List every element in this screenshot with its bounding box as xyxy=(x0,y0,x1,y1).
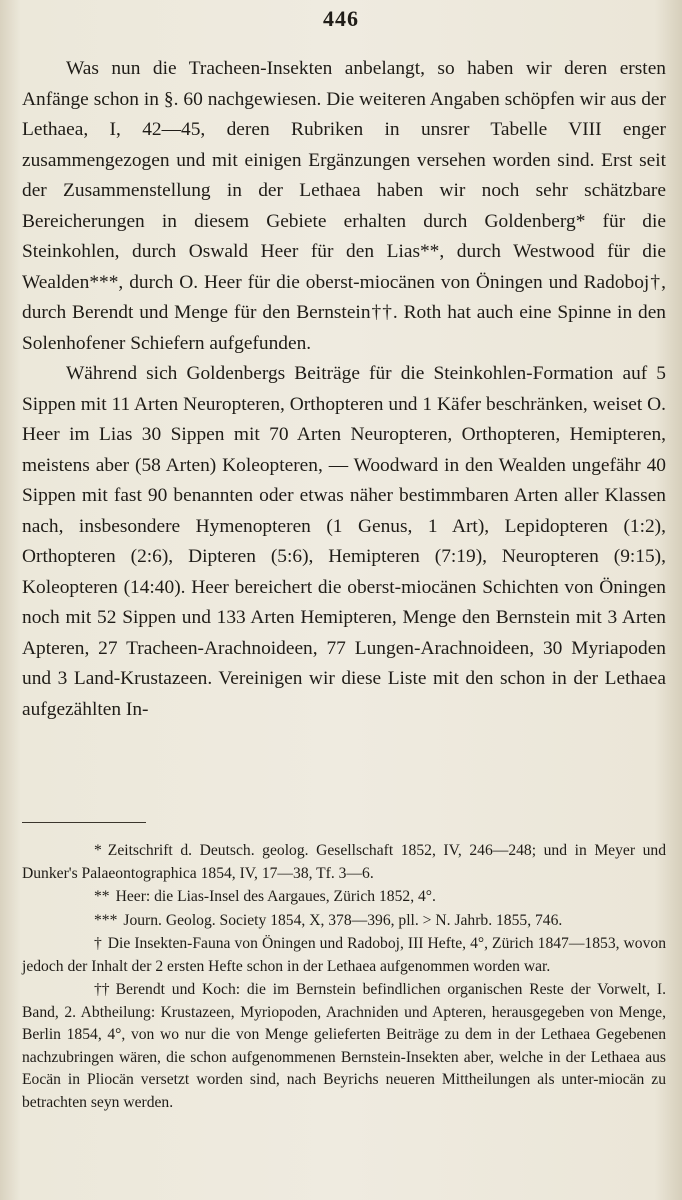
footnote-text: Journ. Geolog. Society 1854, X, 378—396, pll. > N. Jahrb. 1855, 746. xyxy=(123,911,563,929)
footnote-4 xyxy=(22,933,666,978)
footnote-marker: ** xyxy=(94,888,110,905)
footnotes xyxy=(22,840,666,1115)
footnote-text: Zeitschrift d. Deutsch. geolog. Gesellschaft 1852, IV, 246—248; und in Meyer und Dunker's Palaeontographica 1854, IV, 17—38, Tf. 3—6. xyxy=(22,842,666,882)
page-number: 446 xyxy=(323,6,359,31)
footnote-text: Heer: die Lias-Insel des Aargaues, Zürich 1852, 4°. xyxy=(115,888,436,905)
footnote-divider xyxy=(22,822,146,823)
paragraph-1: Was nun die Tracheen-Insekten anbelangt, so haben wir deren ersten Anfänge schon in §. 60 nachgewiesen. Die weiteren Angaben schöpfen wir aus der Lethaea, I, 42—45, deren Rubriken in unsrer Tabelle VIII enger zusammengezogen und mit einigen Ergänzungen versehen worden sind. Erst seit der Zusammenstellung in der Lethaea haben wir noch sehr schätzbare Bereicherungen in diesem Gebiete erhalten durch Goldenberg* für die Steinkohlen, durch Oswald Heer für den Lias**, durch Westwood für die Wealden***, durch O. Heer für die oberst-miocänen von Öningen und Radoboj†, durch Berendt und Menge für den Bernstein††. Roth hat auch eine Spinne in den Solenhofener Schiefern aufgefunden. xyxy=(22,58,666,354)
footnote-2 xyxy=(22,886,666,909)
main-text xyxy=(22,54,666,725)
footnote-marker: † xyxy=(94,935,102,952)
footnote-3 xyxy=(22,910,666,933)
paragraph-2: Während sich Goldenbergs Beiträge für die Steinkohlen-Formation auf 5 Sippen mit 11 Arten Neuropteren, Orthopteren und 1 Käfer beschränken, weiset O. Heer im Lias 30 Sippen mit 70 Arten Neuropteren, Orthopteren, Hemipteren, meistens aber (58 Arten) Koleopteren, — Woodward in den Wealden ungefähr 40 Sippen mit fast 90 benannten oder etwas näher bestimmbaren Arten aller Klassen nach, insbesondere Hymenopteren (1 Genus, 1 Art), Lepidopteren (1:2), Orthopteren (2:6), Dipteren (5:6), Hemipteren (7:19), Neuropteren (9:15), Koleopteren (14:40). Heer bereichert die oberst-miocänen Schichten von Öningen noch mit 52 Sippen und 133 Arten Hemipteren, Menge den Bernstein mit 3 Arten Apteren, 27 Tracheen-Arachnoideen, 77 Lungen-Arachnoideen, 30 Myriapoden und 3 Land-Krustazeen. Vereinigen wir diese Liste mit den schon in der Lethaea aufgezählten In- xyxy=(22,363,666,720)
footnote-1 xyxy=(22,840,666,885)
footnote-marker: * xyxy=(94,842,102,859)
footnote-text: Die Insekten-Fauna von Öningen und Radoboj, III Hefte, 4°, Zürich 1847—1853, wovon jedoch der Inhalt der 2 ersten Hefte schon in der Lethaea aufgenommen worden war. xyxy=(22,935,666,975)
footnote-marker: *** xyxy=(94,911,118,929)
footnote-marker: †† xyxy=(94,981,110,998)
footnote-5 xyxy=(22,979,666,1114)
footnote-text: Berendt und Koch: die im Bernstein befindlichen organischen Reste der Vorwelt, I. Band, 2. Abtheilung: Krustazeen, Myriopoden, Arachniden und Apteren, herausgegeben von Menge, Berlin 1854, 4°, von wo nur die von Menge gelieferten Beiträge zu dem in der Lethaea Gegebenen nachzubringen wären, die schon aufgenommenen Bernstein-Insekten aber, welche in der Lethaea aus Eocän in Pliocän versetzt worden sind, nach Beyrichs neueren Mittheilungen als unter-miocän zu betrachten seyn werden. xyxy=(22,981,666,1111)
